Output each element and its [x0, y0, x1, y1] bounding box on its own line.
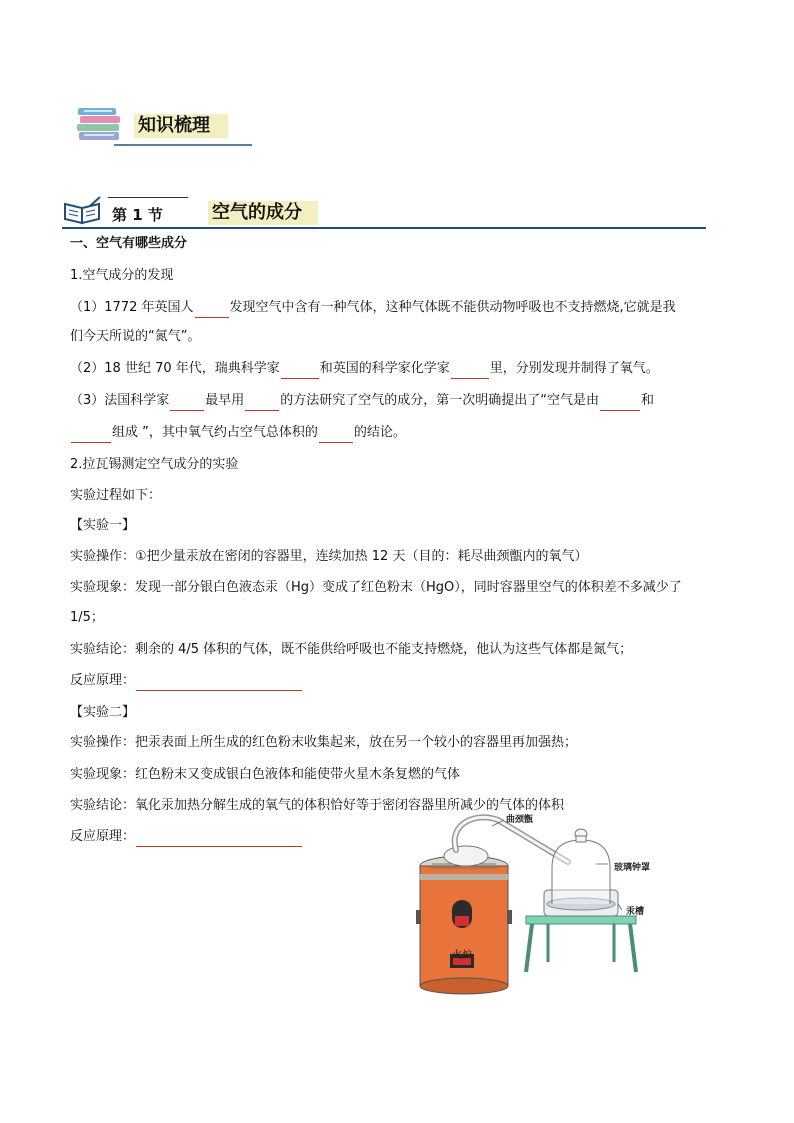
text: （3）法国科学家 [70, 393, 170, 408]
text: 反应原理： [70, 829, 136, 844]
open-book-icon [62, 196, 104, 226]
section-underline [114, 144, 252, 146]
retort-label: 曲颈甑 [506, 815, 534, 825]
text: 和英国的科学家化学家 [319, 361, 450, 376]
answer-blank[interactable] [136, 676, 302, 691]
answer-blank[interactable] [71, 428, 111, 443]
text: （2）18 世纪 70 年代，瑞典科学家 [70, 361, 280, 376]
text: 发现空气中含有一种气体，这种气体既不能供动物呼吸也不支持燃烧,它就是我 [229, 300, 676, 315]
paragraph-3-line-2 [70, 423, 406, 443]
experiment-1-title: 【实验一】 [70, 518, 136, 533]
text: 的方法研究了空气的成分，第一次明确提出了“空气是由 [280, 393, 600, 408]
experiment-2-operation: 实验操作：把汞表面上所生成的红色粉末收集起来，放在另一个较小的容器里再加强热； [70, 735, 578, 750]
chapter-title: 空气的成分 [212, 202, 302, 223]
books-icon [76, 104, 124, 144]
chapter-number: 第 1 节 [112, 206, 163, 224]
answer-blank[interactable] [451, 364, 489, 379]
section-title: 知识梳理 [138, 115, 210, 136]
answer-blank[interactable] [281, 364, 319, 379]
experiment-1-phenomenon-line-1: 实验现象：发现一部分银白色液态汞（Hg）变成了红色粉末（HgO），同时容器里空气的体积差不多减少了 [70, 580, 682, 595]
furnace-label: 火炉 [452, 950, 472, 961]
paragraph-1-line-2: 们今天所说的“氮气”。 [70, 329, 201, 344]
experiment-1-conclusion: 实验结论：剩余的 4/5 体积的气体，既不能供给呼吸也不能支持燃烧，他认为这些气体都是氮气； [70, 642, 633, 657]
chapter-underline [62, 227, 706, 229]
answer-blank[interactable] [170, 396, 204, 411]
chapter-top-line [108, 197, 188, 198]
text: 里，分别发现并制得了氧气。 [489, 361, 659, 376]
experiment-2-conclusion: 实验结论：氧化汞加热分解生成的氧气的体积恰好等于密闭容器里所减少的气体的体积 [70, 798, 565, 813]
bell-jar-label: 玻璃钟罩 [614, 863, 651, 873]
subheading-discovery: 1.空气成分的发现 [70, 268, 174, 283]
answer-blank[interactable] [195, 303, 229, 318]
experiment-1-phenomenon-line-2: 1/5； [70, 610, 104, 625]
mercury-trough-label: 汞槽 [626, 907, 645, 917]
text: 反应原理： [70, 673, 136, 688]
answer-blank[interactable] [245, 396, 279, 411]
text: 最早用 [205, 393, 245, 408]
experiment-1-operation: 实验操作：①把少量汞放在密闭的容器里，连续加热 12 天（目的：耗尽曲颈甑内的氧气） [70, 549, 588, 564]
paragraph-3-line-1 [70, 391, 654, 411]
experiment-2-phenomenon: 实验现象：红色粉末又变成银白色液体和能使带火星木条复燃的气体 [70, 767, 461, 782]
text: 和 [641, 393, 655, 408]
answer-blank[interactable] [136, 832, 302, 847]
process-label: 实验过程如下： [70, 488, 162, 503]
subheading-lavoisier: 2.拉瓦锡测定空气成分的实验 [70, 457, 239, 472]
experiment-1-principle [70, 671, 303, 691]
answer-blank[interactable] [600, 396, 640, 411]
heading-composition: 一、空气有哪些成分 [70, 236, 188, 251]
experiment-2-principle [70, 827, 303, 847]
text: 的结论。 [353, 425, 406, 440]
text: 组成 ”，其中氧气约占空气总体积的 [112, 425, 318, 440]
text: （1）1772 年英国人 [70, 300, 194, 315]
paragraph-2 [70, 359, 659, 379]
answer-blank[interactable] [319, 428, 353, 443]
paragraph-1-line-1 [70, 298, 676, 318]
experiment-2-title: 【实验二】 [70, 705, 136, 720]
